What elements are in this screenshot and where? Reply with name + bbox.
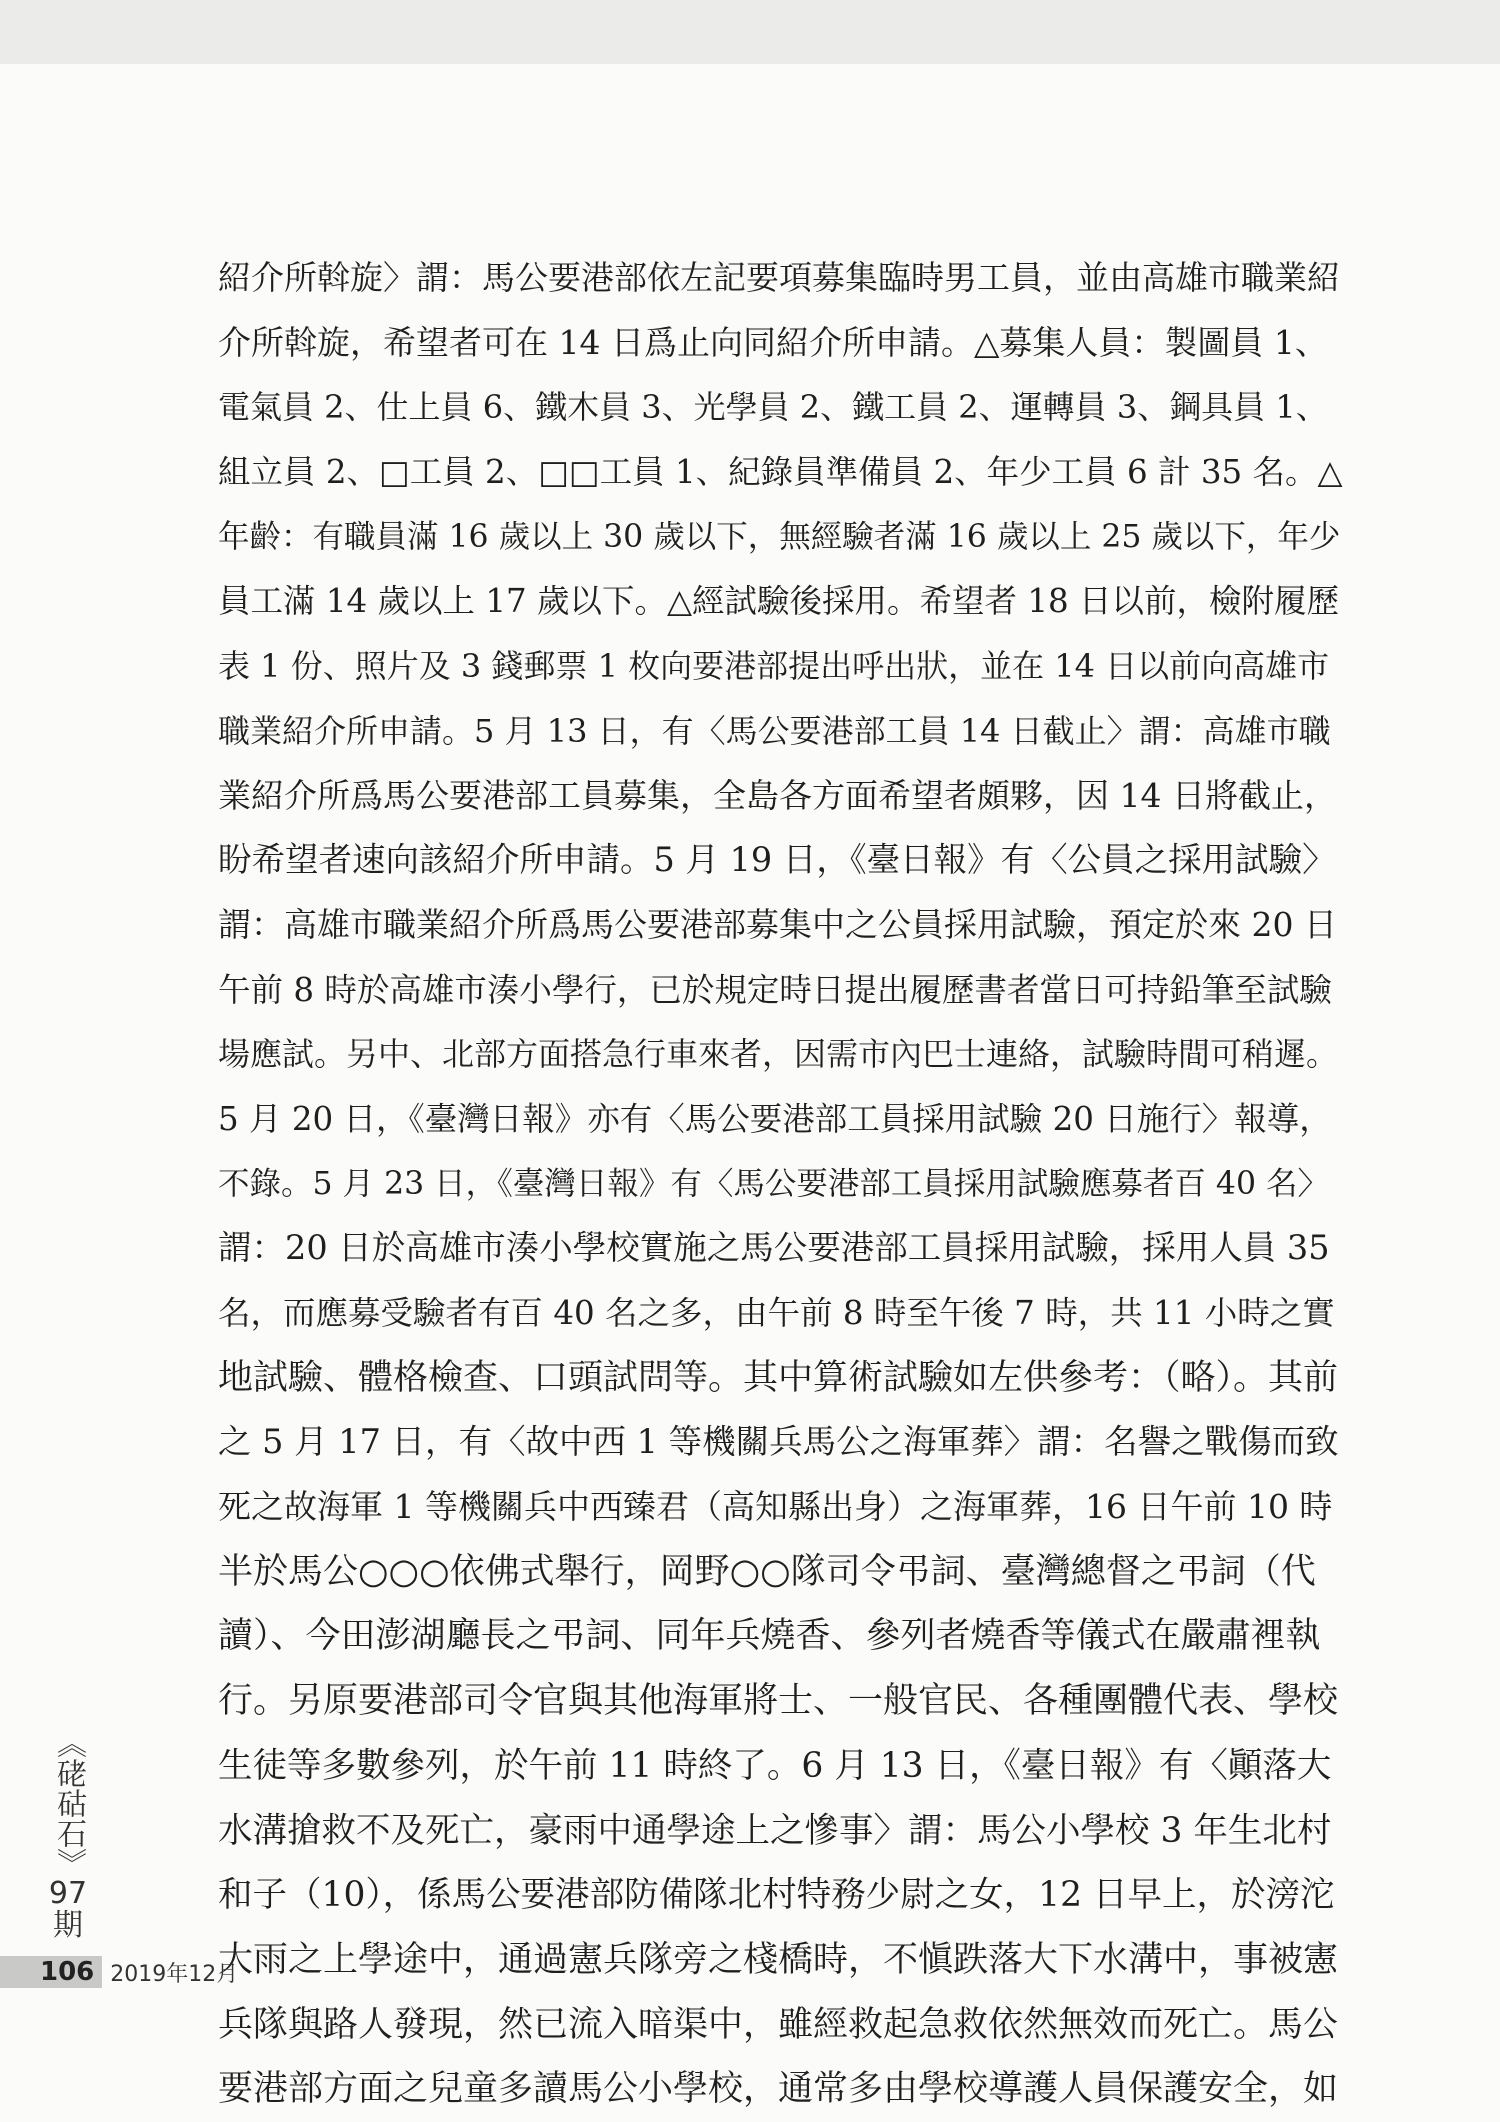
issue-date: 2019年12月 [110,1961,239,1987]
article-line: 生徒等多數參列，於午前 11 時終了。6 月 13 日，《臺日報》有〈顚落大 [218,1745,1332,1786]
article-line: 午前 8 時於高雄市湊小學行，已於規定時日提出履歷書者當日可持鉛筆至試驗 [218,970,1332,1009]
article-line: 紹介所斡旋〉謂：馬公要港部依左記要項募集臨時男工員，並由高雄市職業紹 [218,258,1340,297]
article-line: 組立員 2、□工員 2、□□工員 1、紀錄員準備員 2、年少工員 6 計 35 名。△ [218,453,1343,492]
article-line: 年齡：有職員滿 16 歲以上 30 歲以下，無經驗者滿 16 歲以上 25 歲以下，年少 [218,518,1341,555]
article-line: 之 5 月 17 日，有〈故中西 1 等機關兵馬公之海軍葬〉謂：名譽之戰傷而致 [218,1422,1339,1462]
article-line: 兵隊與路人發現，然已流入暗渠中，雖經救起急救依然無效而死亡。馬公 [218,2004,1339,2045]
page-number: 106 [0,1956,102,1988]
article-line: 讀）、今田澎湖廳長之弔詞、同年兵燒香、參列者燒香等儀式在嚴肅裡執 [218,1616,1321,1657]
article-line: 死之故海軍 1 等機關兵中西臻君（高知縣出身）之海軍葬，16 日午前 10 時 [218,1487,1333,1527]
article-line: 和子（10），係馬公要港部防備隊北村特務少尉之女，12 日早上，於滂沱 [218,1875,1335,1916]
article-line: 地試驗、體格檢查、口頭試問等。其中算術試驗如左供參考：（略）。其前 [218,1357,1339,1398]
article-line: 職業紹介所申請。5 月 13 日，有〈馬公要港部工員 14 日截止〉謂：高雄市職 [218,711,1331,750]
article-line: 5 月 20 日，《臺灣日報》亦有〈馬公要港部工員採用試驗 20 日施行〉報導， [218,1099,1332,1138]
article-line: 名，而應募受驗者有百 40 名之多，由午前 8 時至午後 7 時，共 11 小時之實 [218,1294,1335,1332]
journal-issue-label [48,1728,88,1942]
article-line: 水溝搶救不及死亡，豪雨中通學途上之慘事〉謂：馬公小學校 3 年生北村 [218,1810,1332,1851]
page-footer [0,1956,238,1988]
issue-number: 97期 [48,1876,88,1943]
article-line: 要港部方面之兒童多讀馬公小學校，通常多由學校導護人員保護安全，如 [218,2069,1339,2110]
article-line: 大雨之上學途中，通過憲兵隊旁之棧橋時，不愼跌落大下水溝中，事被憲 [218,1939,1339,1980]
article-line: 電氣員 2、仕上員 6、鐵木員 3、光學員 2、鐵工員 2、運轉員 3、鋼具員 1、 [218,388,1328,427]
article-line: 業紹介所爲馬公要港部工員募集，全島各方面希望者頗夥，因 14 日將截止， [218,775,1337,815]
article-body [218,246,1343,2122]
article-line: 不錄。5 月 23 日，《臺灣日報》有〈馬公要港部工員採用試驗應募者百 40 名〉 [218,1165,1330,1202]
article-line: 介所斡旋，希望者可在 14 日爲止向同紹介所申請。△募集人員：製圖員 1、 [218,322,1328,362]
article-line: 謂：高雄市職業紹介所爲馬公要港部募集中之公員採用試驗，預定於來 20 日 [218,904,1337,944]
article-line: 員工滿 14 歲以上 17 歲以下。△經試驗後採用。希望者 18 日以前，檢附履歷 [218,582,1340,621]
article-line: 表 1 份、照片及 3 錢郵票 1 枚向要港部提出呼出狀，並在 14 日以前向高雄市 [218,647,1330,686]
article-line: 半於馬公○○○依佛式舉行，岡野○○隊司令弔詞、臺灣總督之弔詞（代 [218,1551,1316,1592]
top-scan-band [0,0,1500,64]
article-line: 行。另原要港部司令官與其他海軍將士、一般官民、各種團體代表、學校 [218,1681,1339,1722]
article-line: 場應試。另中、北部方面搭急行車來者，因需市內巴士連絡，試驗時間可稍遲。 [218,1035,1339,1074]
article-line: 盼希望者速向該紹介所申請。5 月 19 日，《臺日報》有〈公員之採用試驗〉 [218,840,1336,880]
article-line: 謂：20 日於高雄市湊小學校實施之馬公要港部工員採用試驗，採用人員 35 [218,1228,1330,1268]
journal-name: 《硓𥑮石》 [51,1728,86,1878]
